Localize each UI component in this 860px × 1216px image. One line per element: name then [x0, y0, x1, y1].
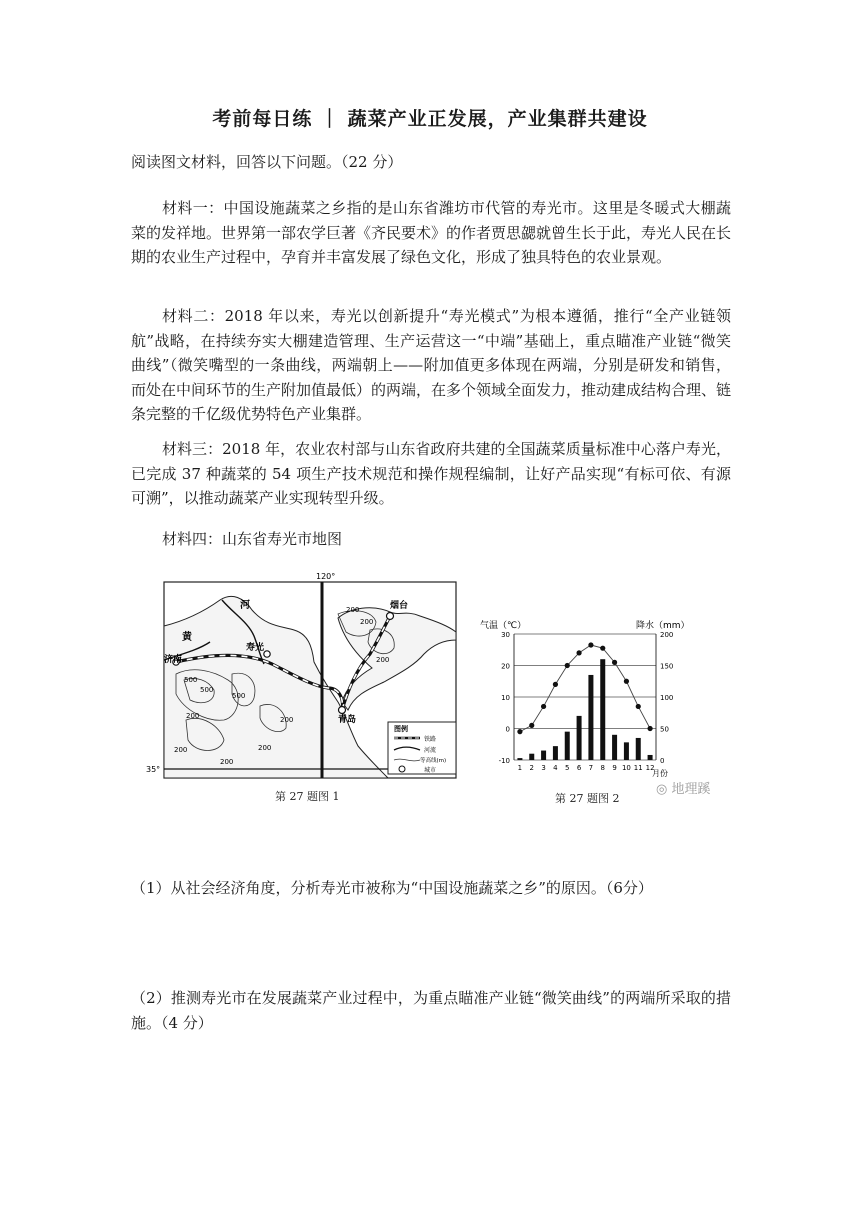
- label-yantai: 烟台: [390, 601, 409, 611]
- contour-label: 500: [200, 686, 214, 694]
- lat-label: 35°: [146, 765, 161, 774]
- contour-label: 500: [184, 676, 198, 684]
- contour-label: 200: [346, 606, 360, 614]
- x-tick-label: 12: [645, 764, 655, 772]
- precip-bar: [612, 735, 617, 760]
- y2-tick-label: 200: [660, 631, 674, 639]
- temperature-point: [624, 679, 629, 684]
- x-tick-label: 11: [633, 764, 643, 772]
- temperature-point: [517, 729, 522, 734]
- legend-contour: 等高线(m): [420, 758, 447, 764]
- y-tick-label: -10: [498, 757, 510, 765]
- x-tick-label: 3: [541, 764, 546, 772]
- material-3: 材料三：2018 年，农业农村部与山东省政府共建的全国蔬菜质量标准中心落户寿光，已完成 37 种蔬菜的 54 项生产技术规范和操作规程编制，让好产品实现“有标可依、有源可溯”，以推动蔬菜产业实现转型升级。: [131, 440, 731, 507]
- temperature-point: [612, 660, 617, 665]
- legend-railway: 铁路: [424, 736, 437, 743]
- temperature-point: [600, 646, 605, 651]
- x-tick-label: 6: [576, 764, 582, 772]
- y-tick-label: 30: [501, 631, 510, 639]
- precip-bar: [588, 675, 593, 760]
- x-tick-label: 5: [565, 764, 570, 772]
- contour-label: 200: [258, 744, 272, 752]
- x-tick-label: 4: [553, 764, 558, 772]
- question-1: （1）从社会经济角度，分析寿光市被称为“中国设施蔬菜之乡”的原因。（6分）: [131, 879, 653, 897]
- map-legend: [388, 722, 456, 774]
- contour-label: 200: [376, 656, 390, 664]
- y2-tick-label: 150: [660, 662, 674, 671]
- city-shouguang-marker: [264, 651, 270, 657]
- temperature-point: [565, 663, 570, 668]
- x-tick-label: 7: [588, 764, 594, 772]
- chart-y2label: 降水（mm）: [636, 621, 690, 631]
- precip-bar: [577, 716, 582, 760]
- x-tick-label: 1: [517, 764, 523, 772]
- material-2: 材料二：2018 年以来，寿光以创新提升“寿光模式”为根本遵循，推行“全产业链领航”战略，在持续夯实大棚建造管理、生产运营这一“中端”基础上，重点瞄准产业链“微笑曲线”（微笑嘴型的一条曲线，两端朝上——附加值更多体现在两端，分别是研发和销售，而处在中间环节的生产附加值最低）的两端，在多个领域全面发力，推动建成结构合理、链条完整的千亿级优势特色产业集群。: [131, 307, 732, 423]
- label-jinan: 济南: [164, 655, 183, 665]
- contour-label: 200: [186, 712, 200, 720]
- x-tick-label: 10: [621, 764, 631, 772]
- label-shouguang: 寿光: [246, 643, 265, 653]
- contour-label: 200: [360, 618, 374, 626]
- temperature-point: [576, 650, 581, 655]
- temperature-point: [529, 723, 534, 728]
- precip-bar: [565, 732, 570, 760]
- watermark: ◎ 地理蹊: [656, 782, 711, 797]
- label-qingdao: 青岛: [338, 715, 357, 725]
- temperature-point: [541, 704, 546, 709]
- precip-bar: [541, 751, 546, 760]
- temperature-point: [588, 642, 593, 647]
- shouguang-map: [146, 570, 462, 782]
- label-he: 河: [240, 600, 250, 611]
- contour-label: 200: [174, 746, 188, 754]
- climate-chart: [474, 602, 696, 782]
- map-caption: 第 27 题图 1: [275, 790, 340, 803]
- precip-bar: [624, 742, 629, 760]
- contour-label: 500: [232, 692, 246, 700]
- legend-title: 图例: [394, 725, 408, 733]
- intro-text: 阅读图文材料，回答以下问题。（22 分）: [131, 153, 403, 171]
- label-huang: 黄: [182, 632, 192, 643]
- precip-bar: [517, 758, 522, 760]
- city-yantai-marker: [387, 613, 394, 620]
- y-tick-label: 0: [505, 725, 510, 734]
- material-1: 材料一：中国设施蔬菜之乡指的是山东省潍坊市代管的寿光市。这里是冬暖式大棚蔬菜的发祥地。世界第一部农学巨著《齐民要术》的作者贾思勰就曾生长于此，寿光人民在长期的农业生产过程中，孕育并丰富发展了绿色文化，形成了独具特色的农业景观。: [131, 199, 732, 266]
- precip-bar: [648, 755, 653, 760]
- x-tick-label: 9: [612, 764, 617, 772]
- y-tick-label: 10: [501, 694, 510, 702]
- x-tick-label: 8: [600, 764, 605, 772]
- y2-tick-label: 100: [660, 694, 674, 702]
- chart-ylabel: 气温（℃）: [480, 621, 527, 631]
- legend-city: 城市: [424, 767, 437, 774]
- city-qingdao-marker: [339, 707, 346, 714]
- legend-river: 河流: [424, 747, 437, 754]
- question-2: （2）推测寿光市在发展蔬菜产业过程中，为重点瞄准产业链“微笑曲线”的两端所采取的措施。（4 分）: [131, 989, 731, 1032]
- material-4: 材料四：山东省寿光市地图: [162, 530, 343, 548]
- wechat-icon: ◎: [656, 782, 672, 797]
- y2-tick-label: 0: [660, 757, 665, 765]
- contour-label: 200: [220, 758, 234, 766]
- contour-label: 200: [280, 716, 294, 724]
- x-tick-label: 2: [529, 764, 534, 772]
- chart-caption: 第 27 题图 2: [555, 792, 620, 805]
- temperature-point: [647, 726, 652, 731]
- precip-bar: [529, 754, 534, 760]
- temperature-point: [553, 682, 558, 687]
- lon-label: 120°: [316, 572, 336, 581]
- temperature-point: [636, 704, 641, 709]
- page-title: 考前每日练 ｜ 蔬菜产业正发展，产业集群共建设: [212, 108, 648, 130]
- precip-bar: [636, 738, 641, 760]
- chart-xlabel: 月份: [652, 769, 668, 778]
- y-tick-label: 20: [501, 662, 510, 671]
- precip-bar: [600, 659, 605, 760]
- y2-tick-label: 50: [660, 725, 669, 734]
- precip-bar: [553, 746, 558, 760]
